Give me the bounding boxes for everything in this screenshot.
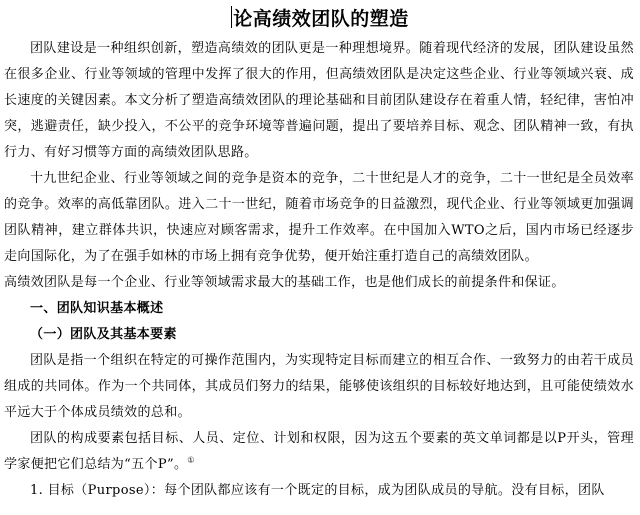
document-title[interactable]: 论高绩效团队的塑造 (233, 8, 409, 30)
footnote-marker[interactable]: ① (187, 455, 195, 465)
title-line (0, 4, 640, 31)
heading-subsection-1[interactable]: （一）团队及其基本要素 (30, 327, 177, 342)
paragraph-competition[interactable]: 十九世纪企业、行业等领域之间的竞争是资本的竞争，二十世纪是人才的竞争，二十一世纪是全员效率的竞争。效率的高低靠团队。进入二十一世纪，随着市场竞争的日益激烈，现代企业、行业等领域更加强调团队精神，建立群体共识，快速应对顾客需求，提升工作效率。在中国加入WTO之后，国内市场已经逐步走向国际化，为了在强手如林的市场上拥有竞争优势，便开始注重打造自己的高绩效团队。 (4, 171, 635, 264)
paragraph-definition[interactable]: 团队是指一个组织在特定的可操作范围内，为实现特定目标而建立的相互合作、一致努力的由若干成员组成的共同体。作为一个共同体，其成员们努力的结果，能够使该组织的目标较好地达到，且可能使绩效水平远大于个体成员绩效的总和。 (4, 353, 634, 420)
paragraph-purpose[interactable]: 1. 目标（Purpose）：每个团队都应该有一个既定的目标，成为团队成员的导航。没有目标，团队 (30, 483, 605, 498)
text-cursor (231, 6, 232, 28)
paragraph-elements-text: 团队的构成要素包括目标、人员、定位、计划和权限，因为这五个要素的英文单词都是以P开头，管理学家便把它们总结为“五个P”。 (4, 431, 634, 472)
paragraph-intro[interactable]: 团队建设是一种组织创新，塑造高绩效的团队更是一种理想境界。随着现代经济的发展，团队建设虽然在很多企业、行业等领域的管理中发挥了很大的作用，但高绩效团队是决定这些企业、行业等领域兴衰、成长速度的关键因素。本文分析了塑造高绩效团队的理论基础和目前团队建设存在着重人情，轻纪律，害怕冲突，逃避责任，缺少投入，不公平的竞争环境等普遍问题，提出了要培养目标、观念、团队精神一致，有执行力、有好习惯等方面的高绩效团队思路。 (4, 41, 634, 160)
paragraph-elements[interactable] (4, 426, 634, 478)
heading-section-1[interactable]: 一、团队知识基本概述 (30, 301, 164, 316)
document-body[interactable] (4, 36, 634, 504)
paragraph-foundation[interactable]: 高绩效团队是每一个企业、行业等领域需求最大的基础工作，也是他们成长的前提条件和保证。 (4, 275, 565, 290)
